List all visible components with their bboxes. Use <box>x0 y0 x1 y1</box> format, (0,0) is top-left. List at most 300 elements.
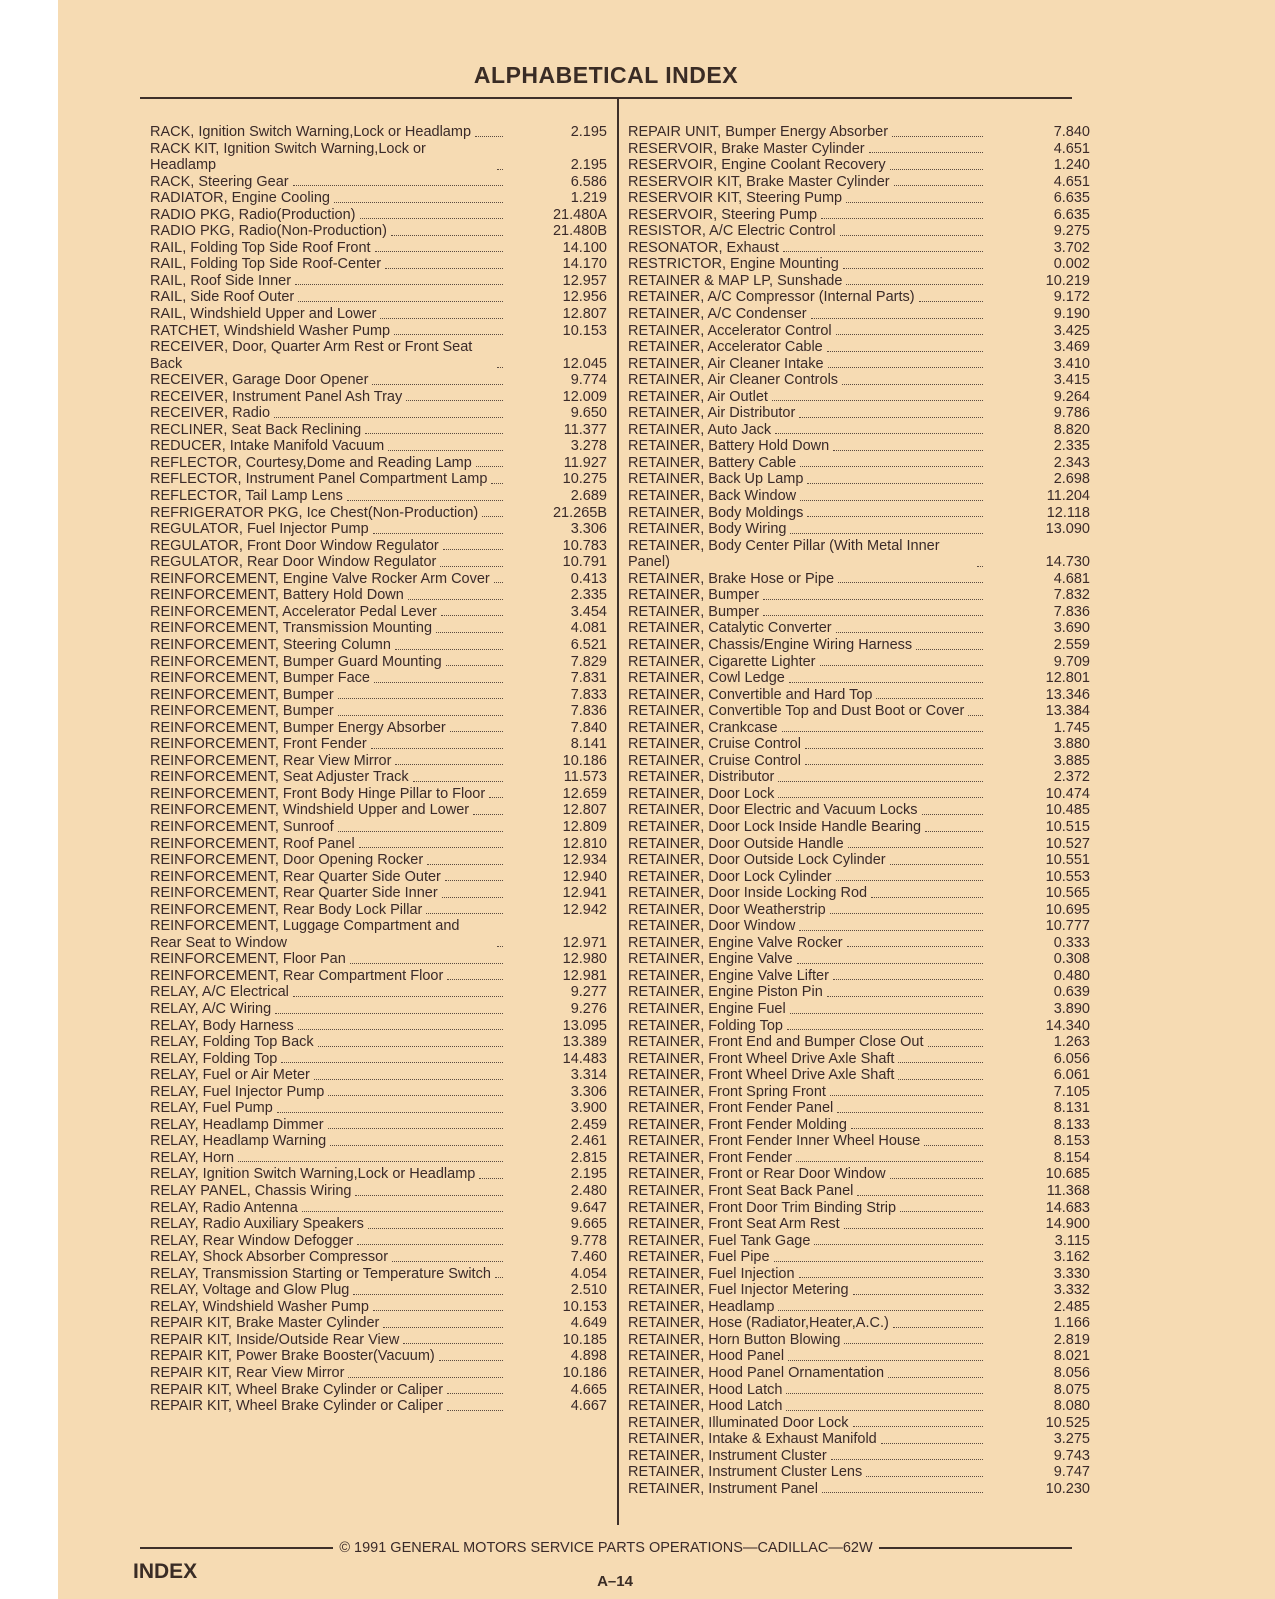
entry-description: RACK KIT, Ignition Switch Warning,Lock or Headlamp <box>150 140 426 174</box>
entry-page-ref: 2.195 <box>570 124 607 140</box>
entry-description: RETAINER, Door Lock Cylinder <box>628 868 832 885</box>
entry-page-ref: 10.153 <box>562 1298 607 1315</box>
dot-leader <box>844 1343 983 1344</box>
entry-page-ref: 9.650 <box>570 405 607 422</box>
dot-leader <box>890 169 983 170</box>
index-entry <box>150 587 607 604</box>
dot-leader <box>898 1062 983 1063</box>
entry-page-ref: 8.133 <box>1053 1116 1090 1133</box>
entry-page-ref: 3.275 <box>1053 1431 1090 1448</box>
entry-page-ref: 4.681 <box>1053 570 1090 587</box>
entry-description: RETAINER, Engine Piston Pin <box>628 984 823 1001</box>
dot-leader <box>298 1029 503 1030</box>
dot-leader <box>391 235 503 236</box>
entry-page-ref: 3.332 <box>1053 1282 1090 1299</box>
entry-description: RATCHET, Windshield Washer Pump <box>150 322 391 339</box>
dot-leader <box>805 748 983 749</box>
index-entry <box>628 968 1090 985</box>
index-entry <box>628 620 1090 637</box>
entry-page-ref: 9.778 <box>570 1232 607 1249</box>
entry-description: RETAINER, Horn Button Blowing <box>628 1331 841 1348</box>
entry-description: RELAY, A/C Wiring <box>150 1000 272 1017</box>
entry-description: RELAY, Ignition Switch Warning,Lock or Headlamp <box>150 1166 476 1183</box>
index-entry <box>150 720 607 737</box>
index-entry <box>628 323 1090 340</box>
entry-description: REGULATOR, Front Door Window Regulator <box>150 537 439 554</box>
entry-description: RETAINER, Fuel Pipe <box>628 1249 770 1266</box>
entry-description: RETAINER, Crankcase <box>628 719 778 736</box>
index-entry <box>628 306 1090 323</box>
entry-description: RETAINER & MAP LP, Sunshade <box>628 272 843 289</box>
dot-leader <box>836 334 983 335</box>
index-entry <box>628 356 1090 373</box>
entry-description: RELAY PANEL, Chassis Wiring <box>150 1183 352 1199</box>
dot-leader <box>338 715 503 716</box>
index-entry <box>150 1067 607 1084</box>
index-entry <box>150 1266 607 1283</box>
dot-leader <box>489 797 503 798</box>
dot-leader <box>772 400 983 401</box>
index-entry <box>150 1084 607 1101</box>
entry-page-ref: 2.698 <box>1053 471 1090 488</box>
index-entry <box>628 422 1090 439</box>
dot-leader <box>238 1161 503 1162</box>
entry-page-ref: 14.900 <box>1045 1216 1090 1233</box>
entry-page-ref: 4.667 <box>570 1398 607 1415</box>
index-entry <box>150 1150 607 1167</box>
index-entry <box>150 654 607 671</box>
entry-page-ref: 12.956 <box>562 289 607 306</box>
dot-leader <box>924 1145 983 1146</box>
index-entry <box>150 951 607 968</box>
entry-description: REINFORCEMENT, Bumper Energy Absorber <box>150 719 446 736</box>
dot-leader <box>447 1410 503 1411</box>
index-entry <box>628 587 1090 604</box>
entry-page-ref: 7.836 <box>570 703 607 720</box>
entry-page-ref: 8.153 <box>1053 1133 1090 1150</box>
entry-description: RECEIVER, Door, Quarter Arm Rest or Front Seat Back <box>150 339 473 372</box>
entry-description: RESERVOIR, Brake Master Cylinder <box>628 140 865 157</box>
entry-page-ref: 8.141 <box>570 736 607 753</box>
index-entry <box>628 753 1090 770</box>
entry-page-ref: 3.115 <box>1054 1232 1090 1249</box>
dot-leader <box>894 185 983 186</box>
dot-leader <box>293 996 503 997</box>
entry-page-ref: 7.840 <box>570 719 607 736</box>
dot-leader <box>881 1443 983 1444</box>
entry-description: REINFORCEMENT, Rear Quarter Side Outer <box>150 868 441 885</box>
footer-rule-right <box>879 1547 1072 1549</box>
dot-leader <box>763 615 983 616</box>
entry-description: RETAINER, Front Fender Molding <box>628 1116 847 1133</box>
entry-description: RECLINER, Seat Back Reclining <box>150 421 362 438</box>
entry-page-ref: 8.080 <box>1053 1398 1090 1415</box>
entry-description: RETAINER, Chassis/Engine Wiring Harness <box>628 636 913 653</box>
entry-page-ref: 2.335 <box>570 587 607 604</box>
entry-description: RETAINER, Front Seat Back Panel <box>628 1183 854 1199</box>
entry-description: REINFORCEMENT, Seat Adjuster Track <box>150 769 409 786</box>
entry-page-ref: 9.709 <box>1053 653 1090 670</box>
entry-page-ref: 6.635 <box>1053 206 1090 223</box>
entry-description: RECEIVER, Radio <box>150 405 271 422</box>
dot-leader <box>830 913 983 914</box>
section-label: INDEX <box>133 1560 198 1583</box>
entry-page-ref: 12.659 <box>562 785 607 802</box>
entry-page-ref: 9.786 <box>1053 405 1090 422</box>
entry-page-ref: 6.061 <box>1053 1067 1090 1084</box>
dot-leader <box>473 814 503 815</box>
index-entry <box>150 1216 607 1233</box>
entry-page-ref: 9.743 <box>1053 1447 1090 1464</box>
dot-leader <box>866 1476 983 1477</box>
entry-page-ref: 12.807 <box>562 802 607 819</box>
index-entry <box>628 1315 1090 1332</box>
index-entry <box>150 405 607 422</box>
entry-description: RELAY, Body Harness <box>150 1017 294 1034</box>
entry-page-ref: 11.377 <box>563 421 607 438</box>
index-entry <box>150 852 607 869</box>
entry-description: RELAY, Headlamp Warning <box>150 1133 327 1150</box>
dot-leader <box>427 864 503 865</box>
index-entry <box>150 1133 607 1150</box>
index-entry <box>628 902 1090 919</box>
dot-leader <box>800 466 983 467</box>
dot-leader <box>338 831 503 832</box>
entry-description: RETAINER, Hose (Radiator,Heater,A.C.) <box>628 1315 889 1332</box>
index-entry <box>628 488 1090 505</box>
index-entry <box>628 736 1090 753</box>
index-entry <box>628 1133 1090 1150</box>
entry-page-ref: 4.651 <box>1053 140 1090 157</box>
dot-leader <box>347 500 503 501</box>
entry-page-ref: 10.153 <box>562 322 607 339</box>
entry-page-ref: 9.264 <box>1053 388 1090 405</box>
entry-page-ref: 8.021 <box>1053 1348 1090 1365</box>
index-entry <box>150 604 607 621</box>
index-entry <box>628 174 1090 191</box>
dot-leader <box>805 764 983 765</box>
entry-description: RETAINER, Door Outside Handle <box>628 835 844 852</box>
entry-page-ref: 7.105 <box>1053 1083 1090 1100</box>
entry-page-ref: 3.278 <box>570 438 607 455</box>
index-entry <box>150 1282 607 1299</box>
entry-description: RADIATOR, Engine Cooling <box>150 190 330 207</box>
dot-leader <box>426 913 503 914</box>
index-entry <box>628 1365 1090 1382</box>
index-entry <box>628 918 1090 935</box>
index-entry <box>628 1266 1090 1283</box>
dot-leader <box>373 1310 503 1311</box>
index-entry <box>628 1200 1090 1217</box>
index-entry <box>628 372 1090 389</box>
entry-description: RETAINER, Instrument Cluster Lens <box>628 1464 863 1481</box>
dot-leader <box>778 797 983 798</box>
entry-page-ref: 0.333 <box>1053 934 1090 951</box>
index-entry <box>628 256 1090 273</box>
entry-page-ref: 9.665 <box>570 1216 607 1233</box>
entry-page-ref: 1.219 <box>570 190 607 207</box>
entry-description: REPAIR KIT, Inside/Outside Rear View <box>150 1331 400 1348</box>
entry-description: RELAY, Transmission Starting or Temperature Switch <box>150 1265 491 1282</box>
index-entry <box>150 753 607 770</box>
dot-leader <box>799 1277 983 1278</box>
entry-page-ref: 6.586 <box>570 173 607 190</box>
entry-page-ref: 10.553 <box>1045 868 1090 885</box>
entry-page-ref: 10.565 <box>1045 885 1090 902</box>
entry-description: REINFORCEMENT, Roof Panel <box>150 835 355 852</box>
entry-page-ref: 2.819 <box>1053 1331 1090 1348</box>
dot-leader <box>446 665 503 666</box>
index-entry <box>150 1051 607 1068</box>
index-entry <box>628 819 1090 836</box>
entry-page-ref: 10.219 <box>1045 272 1090 289</box>
entry-page-ref: 1.263 <box>1053 1034 1090 1051</box>
dot-leader <box>820 665 984 666</box>
entry-description: REINFORCEMENT, Luggage Compartment and Rear Seat to Window <box>150 918 460 951</box>
index-entry <box>628 455 1090 472</box>
entry-page-ref: 10.474 <box>1045 785 1090 802</box>
index-entry <box>628 289 1090 306</box>
entry-description: RETAINER, Convertible and Hard Top <box>628 686 873 703</box>
entry-description: RETAINER, Illuminated Door Lock <box>628 1414 849 1431</box>
entry-description: REPAIR KIT, Rear View Mirror <box>150 1365 345 1382</box>
index-entry <box>628 505 1090 522</box>
entry-description: RETAINER, Door Electric and Vacuum Locks <box>628 802 918 819</box>
dot-leader <box>383 1327 503 1328</box>
entry-description: REDUCER, Intake Manifold Vacuum <box>150 438 385 455</box>
entry-page-ref: 3.885 <box>1053 752 1090 769</box>
entry-page-ref: 7.831 <box>570 670 607 687</box>
entry-page-ref: 14.683 <box>1045 1199 1090 1216</box>
title-rule <box>140 97 1072 99</box>
index-entry <box>628 1018 1090 1035</box>
entry-page-ref: 10.791 <box>562 554 607 571</box>
copyright-notice: © 1991 GENERAL MOTORS SERVICE PARTS OPERATIONS—CADILLAC—62W <box>339 1540 873 1556</box>
index-entry <box>150 438 607 455</box>
index-entry <box>150 1299 607 1316</box>
index-entry <box>628 240 1090 257</box>
entry-description: REINFORCEMENT, Bumper Face <box>150 670 370 687</box>
dot-leader <box>491 483 503 484</box>
dot-leader <box>787 1029 983 1030</box>
index-entry <box>150 422 607 439</box>
index-column-left <box>150 124 607 1415</box>
index-entry <box>150 918 607 951</box>
entry-page-ref: 2.195 <box>570 157 607 174</box>
entry-description: RESISTOR, A/C Electric Control <box>628 223 836 240</box>
index-entry <box>628 604 1090 621</box>
entry-page-ref: 10.186 <box>562 752 607 769</box>
index-entry <box>628 1415 1090 1432</box>
entry-description: RADIO PKG, Radio(Non-Production) <box>150 223 387 240</box>
entry-description: RETAINER, Accelerator Control <box>628 322 832 339</box>
entry-page-ref: 3.306 <box>570 1083 607 1100</box>
entry-page-ref: 7.829 <box>570 653 607 670</box>
entry-page-ref: 0.308 <box>1053 951 1090 968</box>
entry-page-ref: 7.833 <box>570 686 607 703</box>
index-entry <box>150 1018 607 1035</box>
entry-description: RETAINER, Air Outlet <box>628 388 768 405</box>
entry-page-ref: 1.745 <box>1053 719 1090 736</box>
entry-page-ref: 9.172 <box>1053 289 1090 306</box>
entry-description: RETAINER, Cruise Control <box>628 736 801 753</box>
entry-description: RELAY, Folding Top <box>150 1050 278 1067</box>
dot-leader <box>385 268 503 269</box>
entry-page-ref: 11.368 <box>1046 1183 1090 1199</box>
entry-description: RETAINER, Hood Latch <box>628 1381 783 1398</box>
index-column-right <box>628 124 1090 1497</box>
entry-page-ref: 12.957 <box>562 272 607 289</box>
dot-leader <box>328 1128 503 1129</box>
dot-leader <box>846 284 983 285</box>
entry-page-ref: 3.425 <box>1053 322 1090 339</box>
index-entry <box>628 124 1090 141</box>
dot-leader <box>497 946 503 947</box>
dot-leader <box>890 1178 983 1179</box>
index-entry <box>150 538 607 555</box>
index-entry <box>150 1166 607 1183</box>
index-entry <box>628 720 1090 737</box>
index-entry <box>150 1398 607 1415</box>
index-entry <box>150 372 607 389</box>
entry-page-ref: 9.275 <box>1053 223 1090 240</box>
dot-leader <box>977 566 983 567</box>
dot-leader <box>314 1079 503 1080</box>
dot-leader <box>827 351 983 352</box>
entry-page-ref: 3.454 <box>570 603 607 620</box>
index-entry <box>628 1398 1090 1415</box>
dot-leader <box>790 1013 983 1014</box>
entry-description: REINFORCEMENT, Floor Pan <box>150 951 346 968</box>
dot-leader <box>328 1095 503 1096</box>
dot-leader <box>295 284 503 285</box>
entry-page-ref: 8.056 <box>1053 1365 1090 1382</box>
index-entry <box>628 1332 1090 1349</box>
index-entry <box>150 1034 607 1051</box>
entry-description: REINFORCEMENT, Door Opening Rocker <box>150 852 424 869</box>
entry-description: REINFORCEMENT, Steering Column <box>150 636 391 653</box>
entry-page-ref: 13.384 <box>1045 703 1090 720</box>
entry-description: RETAINER, Air Cleaner Controls <box>628 372 839 389</box>
index-entry <box>628 1464 1090 1481</box>
dot-leader <box>786 1393 983 1394</box>
index-entry <box>628 1216 1090 1233</box>
entry-description: REINFORCEMENT, Bumper Guard Mounting <box>150 653 442 670</box>
index-entry <box>150 1183 607 1200</box>
entry-description: REFRIGERATOR PKG, Ice Chest(Non-Production) <box>150 504 479 521</box>
entry-description: RETAINER, Front End and Bumper Close Out <box>628 1034 924 1051</box>
entry-description: RETAINER, Engine Valve Lifter <box>628 967 829 984</box>
entry-description: RELAY, Shock Absorber Compressor <box>150 1249 389 1266</box>
entry-description: RETAINER, Back Up Lamp <box>628 471 804 488</box>
entry-page-ref: 2.689 <box>570 488 607 505</box>
index-entry <box>628 654 1090 671</box>
page-title: ALPHABETICAL INDEX <box>473 62 739 88</box>
dot-leader <box>338 698 503 699</box>
dot-leader <box>360 218 504 219</box>
index-entry <box>150 736 607 753</box>
dot-leader <box>355 1195 503 1196</box>
index-entry <box>150 571 607 588</box>
entry-description: RETAINER, Instrument Cluster <box>628 1447 827 1464</box>
dot-leader <box>413 781 503 782</box>
dot-leader <box>847 946 983 947</box>
entry-page-ref: 0.639 <box>1053 984 1090 1001</box>
entry-description: RETAINER, Bumper <box>628 603 760 620</box>
entry-description: REINFORCEMENT, Engine Valve Rocker Arm Cover <box>150 570 490 587</box>
index-entry <box>150 471 607 488</box>
entry-page-ref: 6.635 <box>1053 190 1090 207</box>
entry-page-ref: 21.265B <box>552 504 607 521</box>
entry-page-ref: 10.777 <box>1045 918 1090 935</box>
entry-description: RESONATOR, Exhaust <box>628 239 779 256</box>
entry-description: REPAIR KIT, Power Brake Booster(Vacuum) <box>150 1348 435 1365</box>
dot-leader <box>846 202 983 203</box>
dot-leader <box>857 1195 983 1196</box>
entry-description: RETAINER, Back Window <box>628 488 797 505</box>
index-entry <box>628 687 1090 704</box>
index-entry <box>150 174 607 191</box>
index-entry <box>150 1200 607 1217</box>
index-entry <box>150 389 607 406</box>
index-entry <box>628 389 1090 406</box>
dot-leader <box>439 1360 503 1361</box>
dot-leader <box>441 615 503 616</box>
index-entry <box>628 786 1090 803</box>
index-entry <box>628 1034 1090 1051</box>
index-entry <box>628 1150 1090 1167</box>
index-entry <box>150 819 607 836</box>
column-divider <box>617 99 619 1525</box>
entry-page-ref: 13.090 <box>1045 521 1090 538</box>
index-entry <box>628 1382 1090 1399</box>
entry-page-ref: 9.774 <box>570 372 607 389</box>
entry-description: RACK, Ignition Switch Warning,Lock or Headlamp <box>150 124 472 140</box>
dot-leader <box>898 1079 983 1080</box>
entry-description: RETAINER, Hood Panel <box>628 1348 785 1365</box>
entry-page-ref: 14.100 <box>562 239 607 256</box>
index-entry <box>150 1001 607 1018</box>
dot-leader <box>827 996 983 997</box>
dot-leader <box>790 533 983 534</box>
index-entry <box>628 157 1090 174</box>
entry-page-ref: 7.832 <box>1053 587 1090 604</box>
entry-description: RAIL, Windshield Upper and Lower <box>150 306 377 323</box>
dot-leader <box>844 1228 983 1229</box>
entry-description: RETAINER, Brake Hose or Pipe <box>628 570 835 587</box>
entry-description: RETAINER, Air Distributor <box>628 405 796 422</box>
dot-leader <box>442 897 503 898</box>
entry-description: RAIL, Folding Top Side Roof-Center <box>150 256 382 273</box>
dot-leader <box>853 1294 983 1295</box>
dot-leader <box>778 1310 983 1311</box>
dot-leader <box>318 1046 503 1047</box>
index-entry <box>150 885 607 902</box>
entry-description: RELAY, Rear Window Defogger <box>150 1232 354 1249</box>
dot-leader <box>482 516 503 517</box>
entry-page-ref: 2.343 <box>1053 454 1090 471</box>
entry-description: RETAINER, Fuel Injector Metering <box>628 1282 849 1299</box>
index-entry <box>628 521 1090 538</box>
index-entry <box>628 273 1090 290</box>
entry-description: RETAINER, Folding Top <box>628 1017 783 1034</box>
dot-leader <box>799 930 983 931</box>
entry-page-ref: 3.890 <box>1053 1000 1090 1017</box>
entry-page-ref: 21.480B <box>552 223 607 240</box>
entry-description: REGULATOR, Rear Door Window Regulator <box>150 554 437 571</box>
entry-description: RETAINER, Hood Latch <box>628 1398 783 1415</box>
entry-page-ref: 8.131 <box>1053 1100 1090 1117</box>
